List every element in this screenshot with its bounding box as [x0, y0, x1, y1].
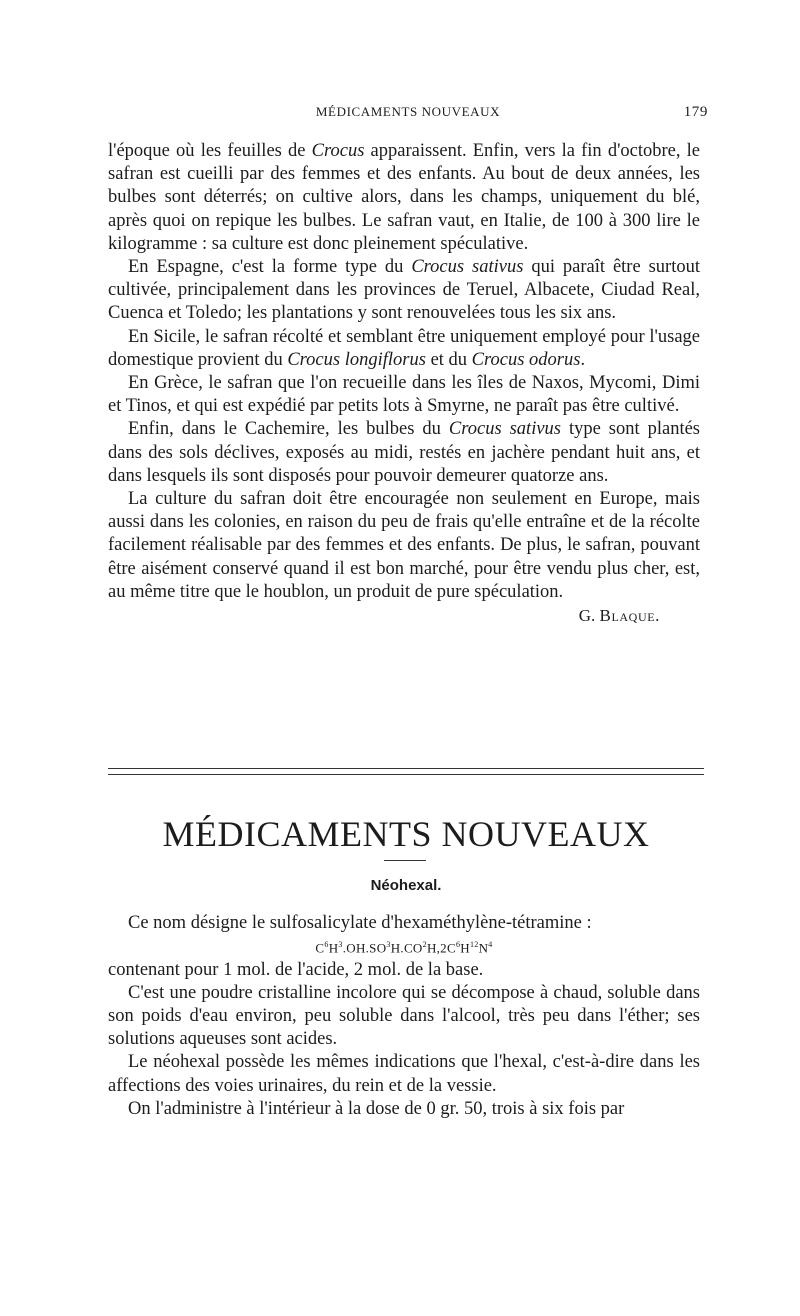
running-head — [108, 104, 708, 124]
running-title: MÉDICAMENTS NOUVEAUX — [315, 104, 501, 119]
paragraph: En Sicile, le safran récolté et semblant être uniquement employé pour l'usage domestique provient du Crocus longiflorus et du Crocus odorus. — [108, 326, 700, 370]
paragraph: contenant pour 1 mol. de l'acide, 2 mol. de la base. — [108, 959, 484, 980]
section-title: MÉDICAMENTS NOUVEAUX — [162, 814, 650, 854]
paragraph: Le néohexal possède les mêmes indications que l'hexal, c'est-à-dire dans les affections des voies urinaires, du rein et de la vessie. — [108, 1052, 700, 1096]
article-safran — [108, 140, 700, 626]
subheading: Néohexal. — [370, 877, 442, 894]
chemical-formula: $C^6H^3.OH.SO^3H.CO^2H,2C^6H^{12}N^4$ — [315, 940, 493, 956]
paragraph: En Grèce, le safran que l'on recueille dans les îles de Naxos, Mycomi, Dimi et Tinos, et qui est expédié par petits lots à Smyrne, ne paraît pas être cultivé. — [108, 373, 700, 417]
author-signature: G. Blaque. — [578, 606, 660, 626]
paragraph: La culture du safran doit être encouragée non seulement en Europe, mais aussi dans les colonies, en raison du peu de frais qu'elle entraîne et de la récolte facilement réalisable par des femmes et des enfants. De plus, le safran, pouvant être aisément conservé quand il est bon marché, pour être vendu plus cher, est, au même titre que le houblon, un produit de pure spéculation. — [108, 489, 700, 602]
paragraph: Ce nom désigne le sulfosalicylate d'hexaméthylène-tétramine : — [128, 913, 592, 933]
paragraph: Enfin, dans le Cachemire, les bulbes du Crocus sativus type sont plantés dans des sols déclives, exposés au midi, restés en jachère pendant huit ans, et dans lesquels ils sont disposés pour pouvoir demeurer quatorze ans. — [108, 419, 700, 486]
paragraph: l'époque où les feuilles de Crocus apparaissent. Enfin, vers la fin d'octobre, le safran est cueilli par des femmes et des enfants. Au bout de deux années, les bulbes sont déterrés; on cultive alors, dans les champs, uniquement du blé, après quoi on repique les bulbes. Le safran vaut, en Italie, de 100 à 300 lire le kilogramme : sa culture est donc pleinement spéculative. — [108, 141, 700, 254]
section-divider — [108, 768, 704, 775]
paragraph: En Espagne, c'est la forme type du Crocus sativus qui paraît être surtout cultivée, principalement dans les provinces de Teruel, Albacete, Ciudad Real, Cuenca et Toledo; les plantations y sont renouvelées tous les six ans. — [108, 257, 701, 324]
paragraph: On l'administre à l'intérieur à la dose de 0 gr. 50, trois à six fois par — [128, 1098, 625, 1119]
title-underline — [384, 860, 426, 861]
article-neohexal — [108, 912, 700, 1121]
paragraph: C'est une poudre cristalline incolore qui se décompose à chaud, soluble dans son poids d'eau environ, peu soluble dans l'alcool, très peu dans l'éther; ses solutions aqueuses sont acides. — [108, 982, 700, 1050]
page-number: 179 — [683, 104, 708, 120]
